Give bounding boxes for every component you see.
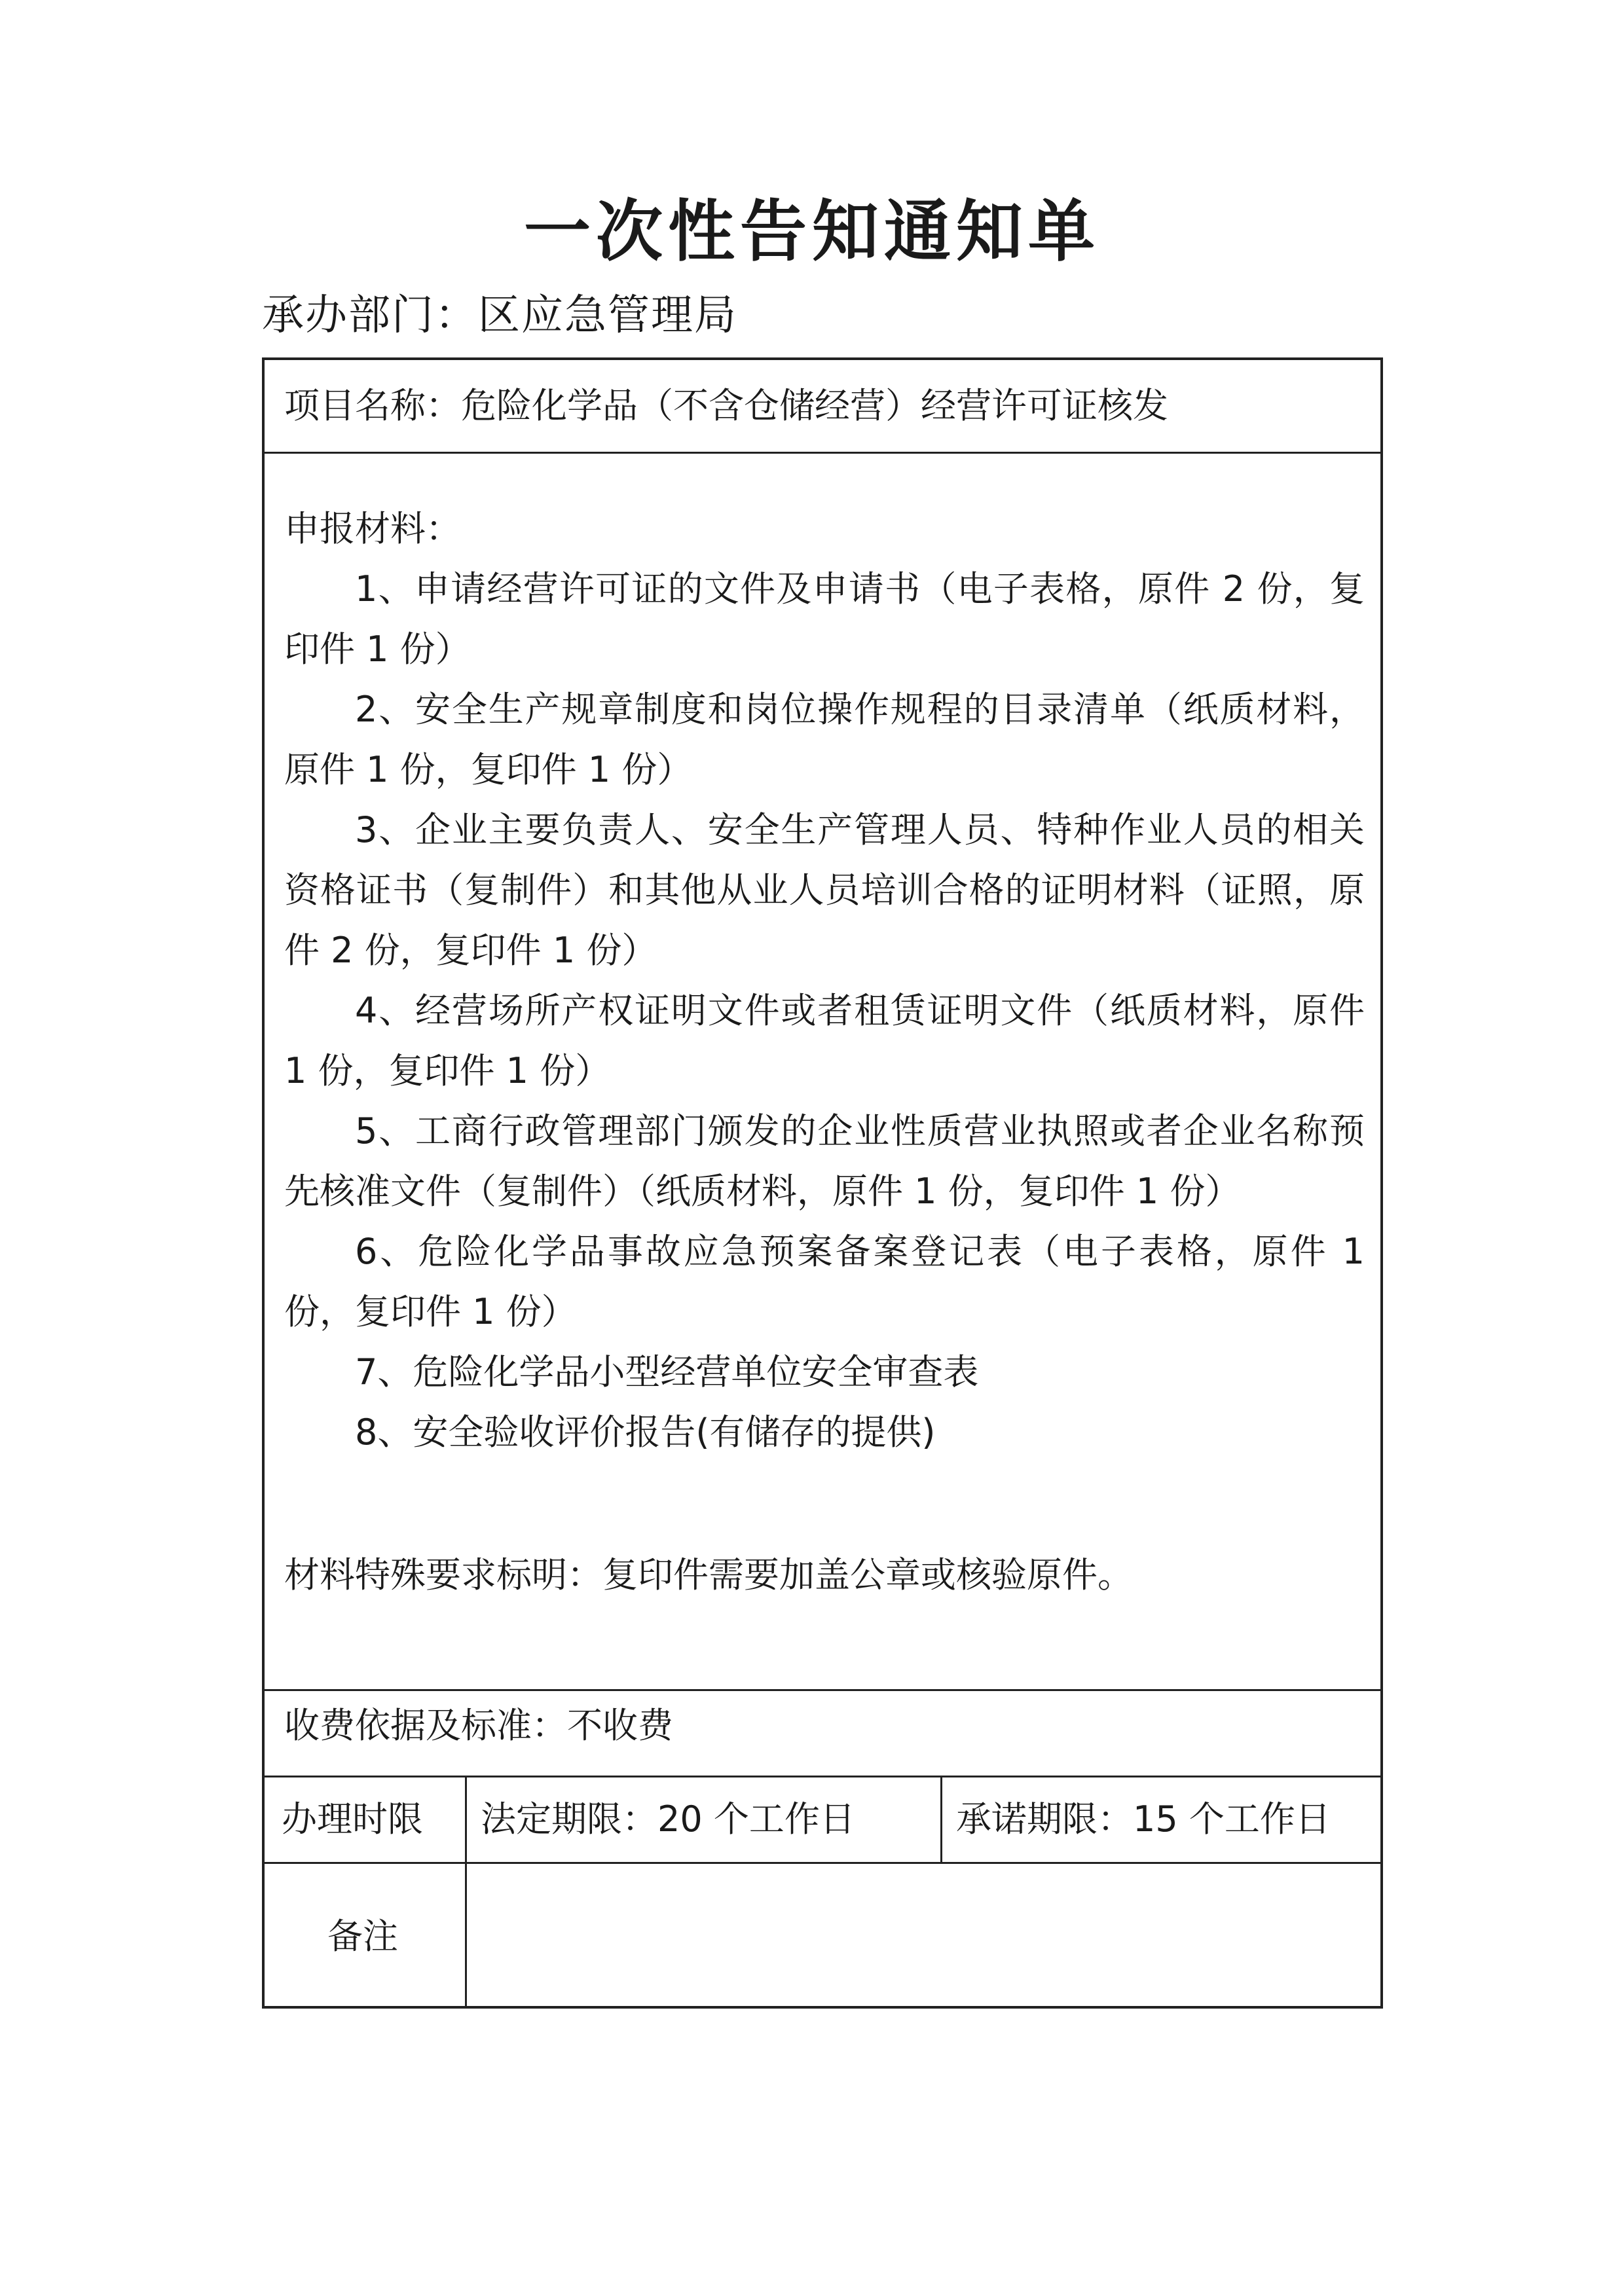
statutory-time-limit: 法定期限：20 个工作日 (481, 1798, 855, 1840)
time-limit-label: 办理时限 (282, 1798, 423, 1840)
notice-form-table (262, 357, 1383, 2009)
material-item: 4、经营场所产权证明文件或者租赁证明文件（纸质材料，原件 1 份，复印件 1 份） (284, 990, 1365, 1091)
department-line: 承办部门：区应急管理局 (262, 291, 737, 340)
divider-fee (265, 1776, 1380, 1777)
material-item: 2、安全生产规章制度和岗位操作规程的目录清单（纸质材料，原件 1 份，复印件 1 份） (284, 689, 1365, 790)
divider-time-col1 (465, 1776, 467, 1862)
material-item: 3、企业主要负责人、安全生产管理人员、特种作业人员的相关资格证书（复制件）和其他从业人员培训合格的证明材料（证照，原件 2 份，复印件 1 份） (284, 809, 1365, 971)
material-item: 6、危险化学品事故应急预案备案登记表（电子表格，原件 1 份，复印件 1 份） (284, 1231, 1365, 1332)
material-item: 1、申请经营许可证的文件及申请书（电子表格，原件 2 份，复印件 1 份） (284, 568, 1365, 670)
material-item: 8、安全验收评价报告(有储存的提供) (355, 1412, 936, 1453)
divider-project (265, 452, 1380, 454)
materials-heading: 申报材料： (284, 508, 461, 549)
material-item: 7、危险化学品小型经营单位安全审查表 (355, 1351, 979, 1393)
materials-section (284, 499, 1365, 1463)
divider-time (265, 1862, 1380, 1864)
document-title: 一次性告知通知单 (524, 193, 1100, 271)
fee-standard: 收费依据及标准：不收费 (284, 1705, 673, 1746)
divider-remarks-col (465, 1862, 467, 2007)
remarks-label: 备注 (327, 1916, 398, 1957)
material-item: 5、工商行政管理部门颁发的企业性质营业执照或者企业名称预先核准文件（复制件）（纸质材料，原件 1 份，复印件 1 份） (284, 1110, 1365, 1212)
special-requirements: 材料特殊要求标明：复印件需要加盖公章或核验原件。 (284, 1554, 1133, 1595)
divider-materials (265, 1689, 1380, 1691)
divider-time-col2 (940, 1776, 942, 1862)
promised-time-limit: 承诺期限：15 个工作日 (956, 1798, 1331, 1840)
project-name: 项目名称：危险化学品（不含仓储经营）经营许可证核发 (284, 385, 1168, 426)
